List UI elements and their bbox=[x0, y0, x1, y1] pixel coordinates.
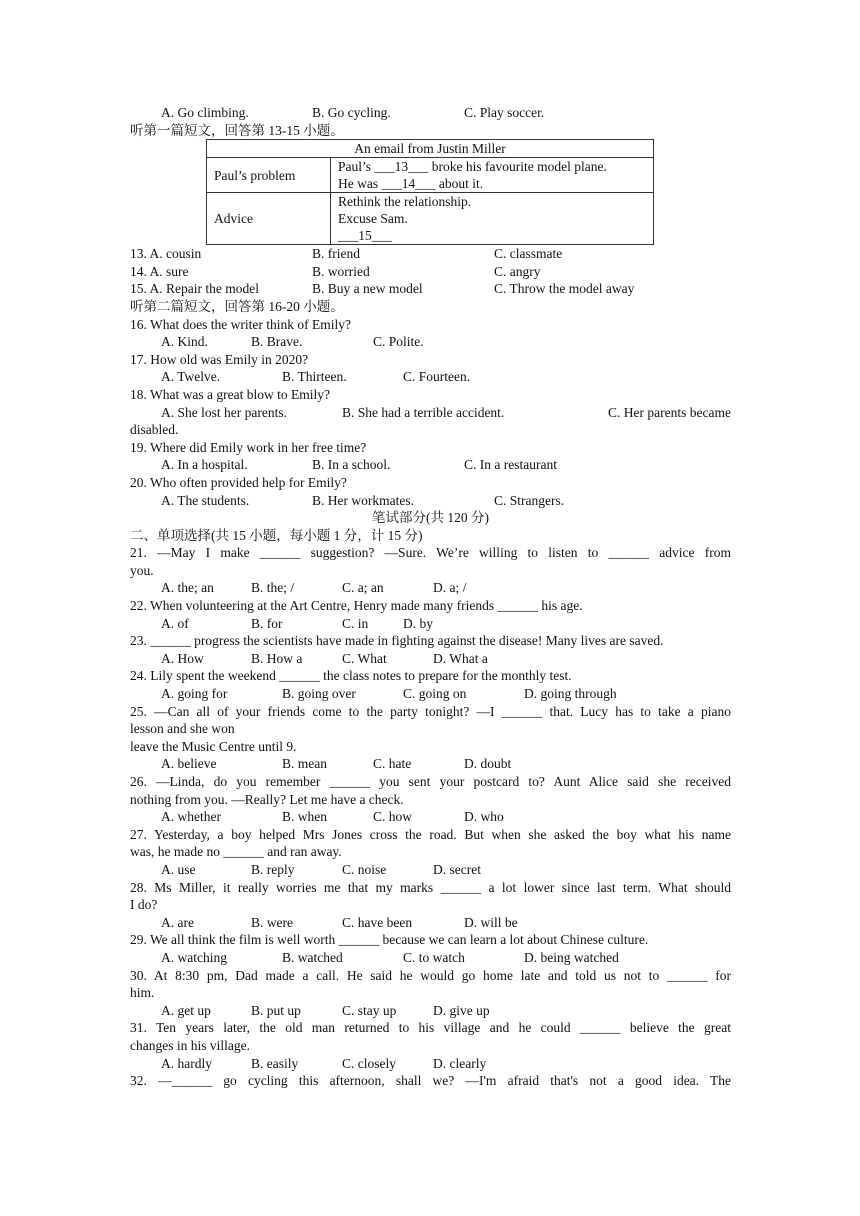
q20-options bbox=[130, 492, 731, 510]
q30-options bbox=[130, 1002, 731, 1020]
q29-option-a: A. watching bbox=[161, 949, 227, 965]
q17-option-c: C. Fourteen. bbox=[403, 369, 471, 385]
q22-stem: 22. When volunteering at the Art Centre, Henry made many friends ______ his age. bbox=[130, 598, 583, 614]
q12-options bbox=[130, 104, 731, 122]
q27-options bbox=[130, 861, 731, 879]
q29-option-c: C. to watch bbox=[403, 949, 465, 965]
q16-option-c: C. Polite. bbox=[373, 334, 424, 350]
q25-option-a: A. believe bbox=[161, 756, 217, 772]
q24-options bbox=[130, 685, 731, 703]
q28-options bbox=[130, 914, 731, 932]
q28-option-c: C. have been bbox=[342, 914, 413, 930]
q20-stem: 20. Who often provided help for Emily? bbox=[130, 474, 347, 490]
q28-stem-line1: 28. Ms Miller, it really worries me that my marks ______ a lot lower since last term. What should bbox=[130, 879, 731, 895]
q16-options bbox=[130, 333, 731, 351]
q25-stem-line3: leave the Music Centre until 9. bbox=[130, 738, 297, 754]
q26-option-a: A. whether bbox=[161, 809, 221, 825]
q18-stem: 18. What was a great blow to Emily? bbox=[130, 386, 330, 402]
q24-option-b: B. going over bbox=[282, 686, 356, 702]
q28-option-a: A. are bbox=[161, 914, 194, 930]
q12-option-b: B. Go cycling. bbox=[312, 105, 391, 120]
q19-stem: 19. Where did Emily work in her free time? bbox=[130, 439, 367, 455]
q14-option-b: B. worried bbox=[312, 263, 370, 279]
q16-option-a: A. Kind. bbox=[161, 334, 208, 350]
q23-option-d: D. What a bbox=[433, 650, 488, 666]
email-table-row2-content bbox=[331, 193, 654, 245]
q13-option-c: C. classmate bbox=[494, 246, 563, 262]
q31-option-d: D. clearly bbox=[433, 1055, 487, 1071]
email-table-row1-content bbox=[331, 158, 654, 193]
q20-option-b: B. Her workmates. bbox=[312, 492, 414, 508]
q28-option-b: B. were bbox=[251, 914, 293, 930]
q21-option-a: A. the; an bbox=[161, 580, 214, 596]
q26-option-c: C. how bbox=[373, 809, 413, 825]
email-row2-line2: Excuse Sam. bbox=[338, 211, 408, 227]
q28-stem-line2: I do? bbox=[130, 897, 158, 913]
q20-option-c: C. Strangers. bbox=[494, 492, 565, 508]
q31-stem-line1: 31. Ten years later, the old man returned to his village and he could ______ believe the great bbox=[130, 1020, 731, 1036]
q22-option-a: A. of bbox=[161, 615, 189, 631]
q26-option-b: B. when bbox=[282, 809, 327, 825]
written-section-title: 笔试部分(共 120 分) bbox=[372, 510, 489, 526]
q18-option-c-continued: disabled. bbox=[130, 422, 179, 438]
q14-option-a: 14. A. sure bbox=[130, 263, 189, 279]
q25-option-d: D. doubt bbox=[464, 756, 512, 772]
q31-option-c: C. closely bbox=[342, 1055, 396, 1071]
q22-option-b: B. for bbox=[251, 615, 283, 631]
email-row2-line1: Rethink the relationship. bbox=[338, 194, 472, 210]
q14-row bbox=[130, 263, 731, 281]
q24-option-a: A. going for bbox=[161, 686, 228, 702]
q26-option-d: D. who bbox=[464, 809, 504, 825]
q15-row bbox=[130, 280, 731, 298]
q18-option-b: B. She had a terrible accident. bbox=[342, 404, 505, 420]
q18-option-a: A. She lost her parents. bbox=[161, 404, 287, 420]
q30-option-a: A. get up bbox=[161, 1002, 211, 1018]
q28-option-d: D. will be bbox=[464, 914, 518, 930]
q31-option-b: B. easily bbox=[251, 1055, 299, 1071]
q23-option-a: A. How bbox=[161, 650, 204, 666]
q27-option-a: A. use bbox=[161, 861, 196, 877]
section-passage1-title: 听第一篇短文，回答第 13-15 小题。 bbox=[130, 122, 344, 138]
q19-options bbox=[130, 456, 731, 474]
q30-option-c: C. stay up bbox=[342, 1002, 397, 1018]
email-row2-line3: ___15___ bbox=[338, 228, 392, 244]
q25-option-c: C. hate bbox=[373, 756, 412, 772]
q23-option-b: B. How a bbox=[251, 650, 303, 666]
email-row1-line1: Paul’s ___13___ broke his favourite model plane. bbox=[338, 159, 607, 175]
email-table-row1-label: Paul’s problem bbox=[207, 158, 331, 193]
q24-option-c: C. going on bbox=[403, 686, 467, 702]
q23-stem: 23. ______ progress the scientists have made in fighting against the disease! Many lives are saved. bbox=[130, 633, 664, 649]
q24-stem: 24. Lily spent the weekend ______ the class notes to prepare for the monthly test. bbox=[130, 668, 572, 684]
q18-option-c: C. Her parents became bbox=[608, 404, 731, 420]
q27-option-b: B. reply bbox=[251, 861, 295, 877]
q25-options bbox=[130, 755, 731, 773]
q17-stem: 17. How old was Emily in 2020? bbox=[130, 351, 309, 367]
q15-option-b: B. Buy a new model bbox=[312, 281, 423, 297]
q21-options bbox=[130, 579, 731, 597]
q22-option-d: D. by bbox=[403, 615, 433, 631]
q19-option-c: C. In a restaurant bbox=[464, 457, 557, 473]
q21-option-d: D. a; / bbox=[433, 580, 467, 596]
q21-option-b: B. the; / bbox=[251, 580, 295, 596]
q16-option-b: B. Brave. bbox=[251, 334, 303, 350]
q29-option-b: B. watched bbox=[282, 949, 343, 965]
q13-option-b: B. friend bbox=[312, 246, 360, 262]
q30-stem-line1: 30. At 8:30 pm, Dad made a call. He said he would go home late and told us not to ______ for bbox=[130, 967, 731, 983]
q31-options bbox=[130, 1055, 731, 1073]
q23-option-c: C. What bbox=[342, 650, 387, 666]
q17-options bbox=[130, 368, 731, 386]
q25-stem-line2: lesson and she won bbox=[130, 721, 235, 737]
q12-option-a: A. Go climbing. bbox=[161, 105, 249, 120]
q30-option-b: B. put up bbox=[251, 1002, 301, 1018]
q31-option-a: A. hardly bbox=[161, 1055, 212, 1071]
q21-stem-line1: 21. —May I make ______ suggestion? —Sure. We’re willing to listen to ______ advice from bbox=[130, 545, 731, 561]
q31-stem-line2: changes in his village. bbox=[130, 1037, 250, 1053]
q19-option-a: A. In a hospital. bbox=[161, 457, 248, 473]
q21-stem-line2: you. bbox=[130, 562, 154, 578]
q25-option-b: B. mean bbox=[282, 756, 327, 772]
q14-option-c: C. angry bbox=[494, 263, 541, 279]
q22-option-c: C. in bbox=[342, 615, 369, 631]
q23-options bbox=[130, 650, 731, 668]
q24-option-d: D. going through bbox=[524, 686, 617, 702]
q16-stem: 16. What does the writer think of Emily? bbox=[130, 316, 351, 332]
q19-option-b: B. In a school. bbox=[312, 457, 391, 473]
q22-options bbox=[130, 615, 731, 633]
section2-title: 二、单项选择(共 15 小题，每小题 1 分，计 15 分) bbox=[130, 527, 423, 543]
email-table-row2-label: Advice bbox=[207, 193, 331, 245]
email-table bbox=[206, 139, 654, 245]
q20-option-a: A. The students. bbox=[161, 492, 250, 508]
section-passage2-title: 听第二篇短文，回答第 16-20 小题。 bbox=[130, 298, 344, 314]
q12-option-c: C. Play soccer. bbox=[464, 105, 545, 120]
q32-stem-line1: 32. —______ go cycling this afternoon, shall we? —I'm afraid that's not a good idea. The bbox=[130, 1073, 731, 1089]
q25-stem-line1: 25. —Can all of your friends come to the party tonight? —I ______ that. Lucy has to take a piano bbox=[130, 703, 731, 719]
q27-option-c: C. noise bbox=[342, 861, 387, 877]
q26-stem-line2: nothing from you. —Really? Let me have a check. bbox=[130, 791, 404, 807]
email-table-header: An email from Justin Miller bbox=[207, 140, 654, 158]
q29-stem: 29. We all think the film is well worth ______ because we can learn a lot about Chinese culture. bbox=[130, 932, 649, 948]
q15-option-c: C. Throw the model away bbox=[494, 281, 635, 297]
q17-option-b: B. Thirteen. bbox=[282, 369, 347, 385]
q30-option-d: D. give up bbox=[433, 1002, 490, 1018]
q15-option-a: 15. A. Repair the model bbox=[130, 281, 259, 297]
q17-option-a: A. Twelve. bbox=[161, 369, 221, 385]
q13-row bbox=[130, 245, 731, 263]
q21-option-c: C. a; an bbox=[342, 580, 384, 596]
q27-stem-line2: was, he made no ______ and ran away. bbox=[130, 844, 342, 860]
email-row1-line2: He was ___14___ about it. bbox=[338, 176, 484, 192]
q18-options bbox=[130, 404, 731, 422]
q29-options bbox=[130, 949, 731, 967]
q26-stem-line1: 26. —Linda, do you remember ______ you sent your postcard to? Aunt Alice said she received bbox=[130, 774, 731, 789]
exam-page bbox=[130, 104, 731, 1090]
q29-option-d: D. being watched bbox=[524, 949, 619, 965]
q27-stem-line1: 27. Yesterday, a boy helped Mrs Jones cross the road. But when she asked the boy what his name bbox=[130, 826, 731, 842]
q13-option-a: 13. A. cousin bbox=[130, 246, 202, 262]
q27-option-d: D. secret bbox=[433, 861, 481, 877]
q30-stem-line2: him. bbox=[130, 985, 155, 1001]
q26-options bbox=[130, 808, 731, 826]
